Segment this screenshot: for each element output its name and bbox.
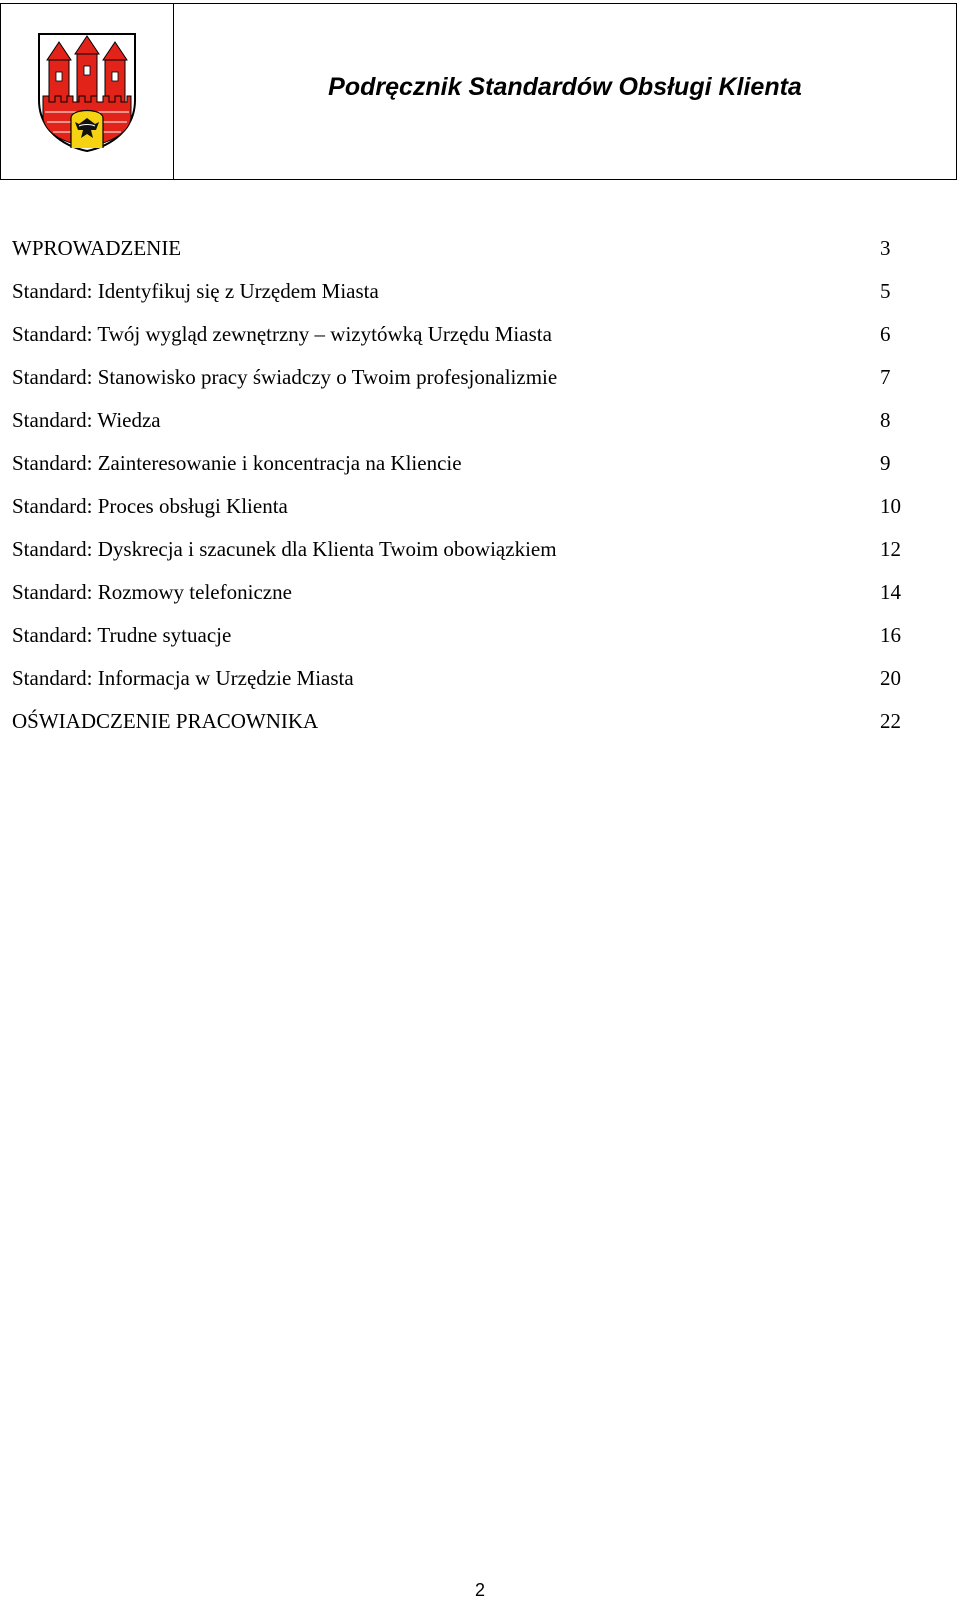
toc-item-page: 9: [880, 451, 891, 475]
toc-item-label: Standard: Rozmowy telefoniczne: [12, 580, 292, 604]
toc-item-label: Standard: Informacja w Urzędzie Miasta: [12, 666, 354, 690]
coat-of-arms-icon: [35, 30, 139, 154]
page-header: [0, 3, 957, 180]
toc-item[interactable]: [12, 528, 920, 571]
page-number: 2: [474, 1580, 485, 1600]
toc-item-label: WPROWADZENIE: [12, 236, 182, 260]
toc-item-label: Standard: Twój wygląd zewnętrzny – wizytówką Urzędu Miasta: [12, 322, 552, 346]
toc-item[interactable]: [12, 356, 920, 399]
toc-item-page: 12: [880, 537, 901, 561]
toc-item-page: 8: [880, 408, 891, 432]
toc-item-page: 10: [880, 494, 901, 518]
toc-item-page: 14: [880, 580, 901, 604]
toc-item-page: 3: [880, 236, 891, 260]
toc-item-label: Standard: Stanowisko pracy świadczy o Twoim profesjonalizmie: [12, 365, 558, 389]
logo-cell: [1, 4, 174, 179]
toc-item-page: 6: [880, 322, 891, 346]
toc-item-label: OŚWIADCZENIE PRACOWNIKA: [12, 709, 319, 733]
toc-item-page: 20: [880, 666, 901, 690]
toc-item[interactable]: [12, 485, 920, 528]
toc-item[interactable]: [12, 270, 920, 313]
toc-item[interactable]: [12, 700, 920, 743]
toc-item-page: 16: [880, 623, 901, 647]
toc-item[interactable]: [12, 442, 920, 485]
toc-item[interactable]: [12, 399, 920, 442]
toc-item-label: Standard: Zainteresowanie i koncentracja na Kliencie: [12, 451, 462, 475]
toc-item-label: Standard: Proces obsługi Klienta: [12, 494, 288, 518]
toc-item-label: Standard: Identyfikuj się z Urzędem Miasta: [12, 279, 379, 303]
toc-item[interactable]: [12, 657, 920, 700]
toc-item-label: Standard: Dyskrecja i szacunek dla Klienta Twoim obowiązkiem: [12, 537, 557, 561]
toc-item-page: 5: [880, 279, 891, 303]
toc-item-page: 22: [880, 709, 901, 733]
toc-item[interactable]: [12, 313, 920, 356]
toc-item-page: 7: [880, 365, 891, 389]
toc-item[interactable]: [12, 571, 920, 614]
toc-item-label: Standard: Wiedza: [12, 408, 161, 432]
toc-item[interactable]: [12, 227, 920, 270]
title-cell: [174, 4, 956, 179]
table-of-contents: [12, 227, 920, 743]
toc-item[interactable]: [12, 614, 920, 657]
toc-item-label: Standard: Trudne sytuacje: [12, 623, 232, 647]
document-title: Podręcznik Standardów Obsługi Klienta: [328, 73, 802, 101]
